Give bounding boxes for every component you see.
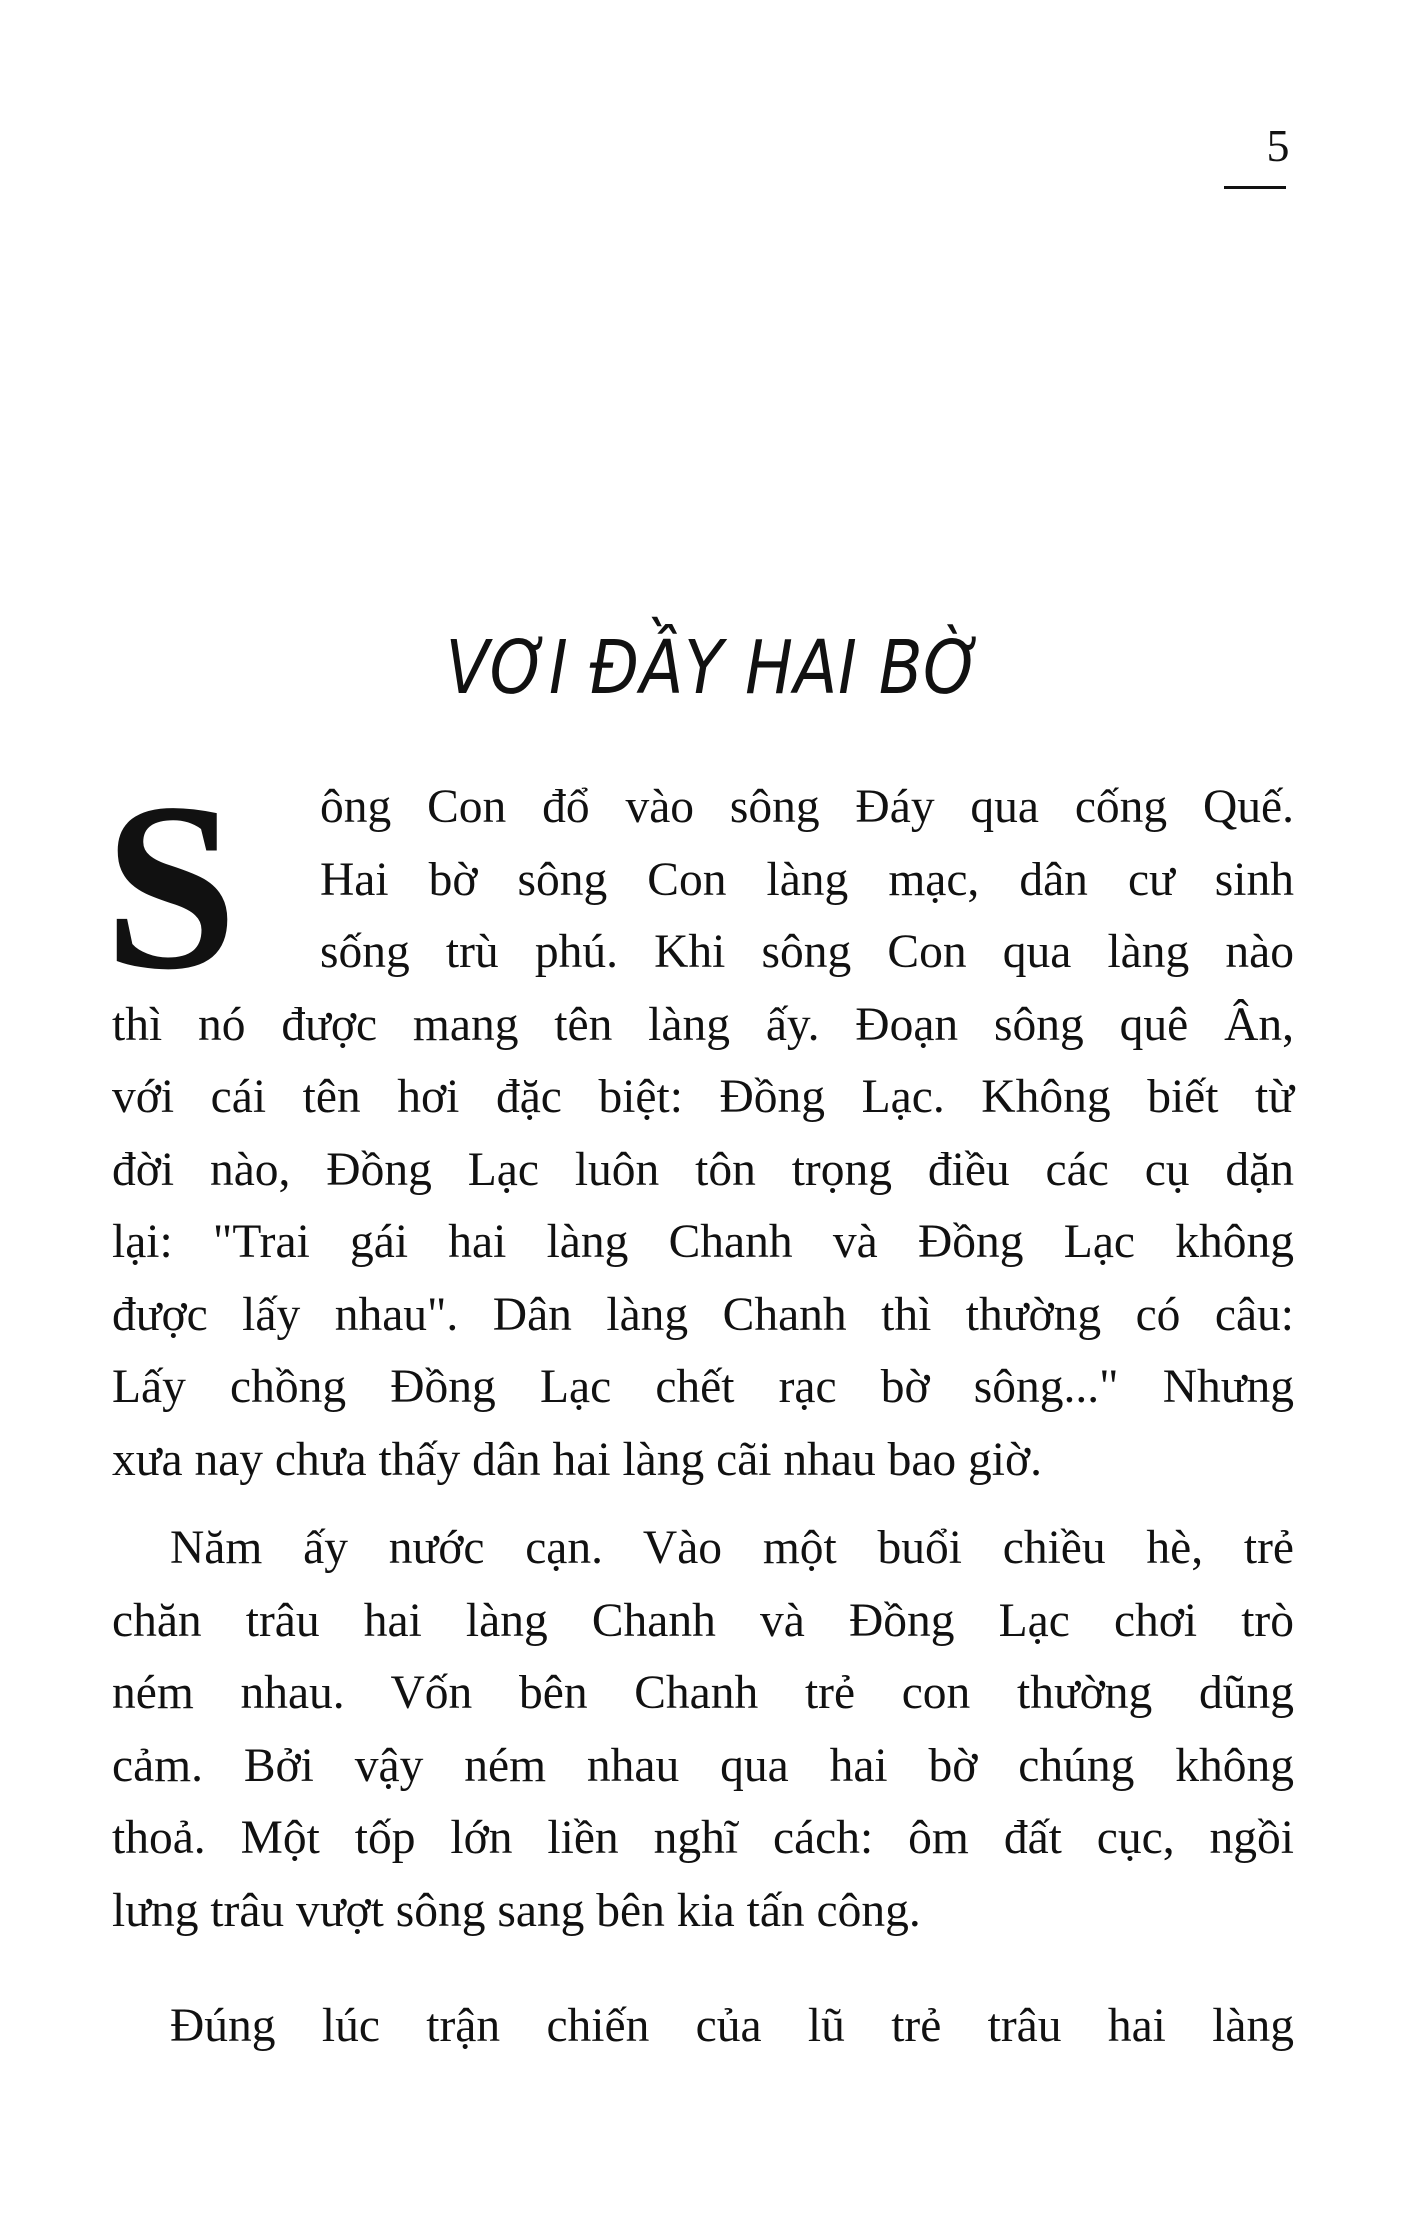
text-line: lưng trâu vượt sông sang bên kia tấn công. xyxy=(112,1884,921,1937)
text-line: ông Con đổ vào sông Đáy qua cống Quế. xyxy=(320,781,1294,833)
text-line: lại: "Trai gái hai làng Chanh và Đồng Lạc không xyxy=(112,1216,1294,1268)
text-line: với cái tên hơi đặc biệt: Đồng Lạc. Không biết từ xyxy=(112,1071,1294,1123)
text-line: thì nó được mang tên làng ấy. Đoạn sông quê Ân, xyxy=(112,998,1294,1051)
chapter-title: VƠI ĐẦY HAI BỜ xyxy=(445,624,983,711)
text-line: Đúng lúc trận chiến của lũ trẻ trâu hai làng xyxy=(170,2000,1294,2052)
paragraph-2 xyxy=(112,1512,1294,1947)
text-line: xưa nay chưa thấy dân hai làng cãi nhau bao giờ. xyxy=(112,1433,1042,1486)
paragraph-3 xyxy=(112,1990,1294,2063)
text-line: ném nhau. Vốn bên Chanh trẻ con thường dũng xyxy=(112,1667,1294,1719)
page-number-underline xyxy=(1224,186,1286,189)
paragraph-1 xyxy=(104,753,1294,1496)
text-line: sống trù phú. Khi sông Con qua làng nào xyxy=(320,926,1294,978)
text-line: Hai bờ sông Con làng mạc, dân cư sinh xyxy=(320,853,1294,906)
text-line: thoả. Một tốp lớn liền nghĩ cách: ôm đất cục, ngồi xyxy=(112,1812,1294,1864)
text-line: đời nào, Đồng Lạc luôn tôn trọng điều các cụ dặn xyxy=(112,1143,1294,1196)
text-line: Lấy chồng Đồng Lạc chết rạc bờ sông..." Nhưng xyxy=(112,1361,1294,1413)
text-line: được lấy nhau". Dân làng Chanh thì thường có câu: xyxy=(112,1288,1294,1341)
text-line: chăn trâu hai làng Chanh và Đồng Lạc chơi trò xyxy=(112,1594,1294,1647)
drop-cap: S xyxy=(104,753,238,1019)
text-line: cảm. Bởi vậy ném nhau qua hai bờ chúng không xyxy=(112,1739,1294,1792)
text-line: Năm ấy nước cạn. Vào một buổi chiều hè, trẻ xyxy=(170,1522,1294,1574)
page-number: 5 xyxy=(1266,120,1290,171)
